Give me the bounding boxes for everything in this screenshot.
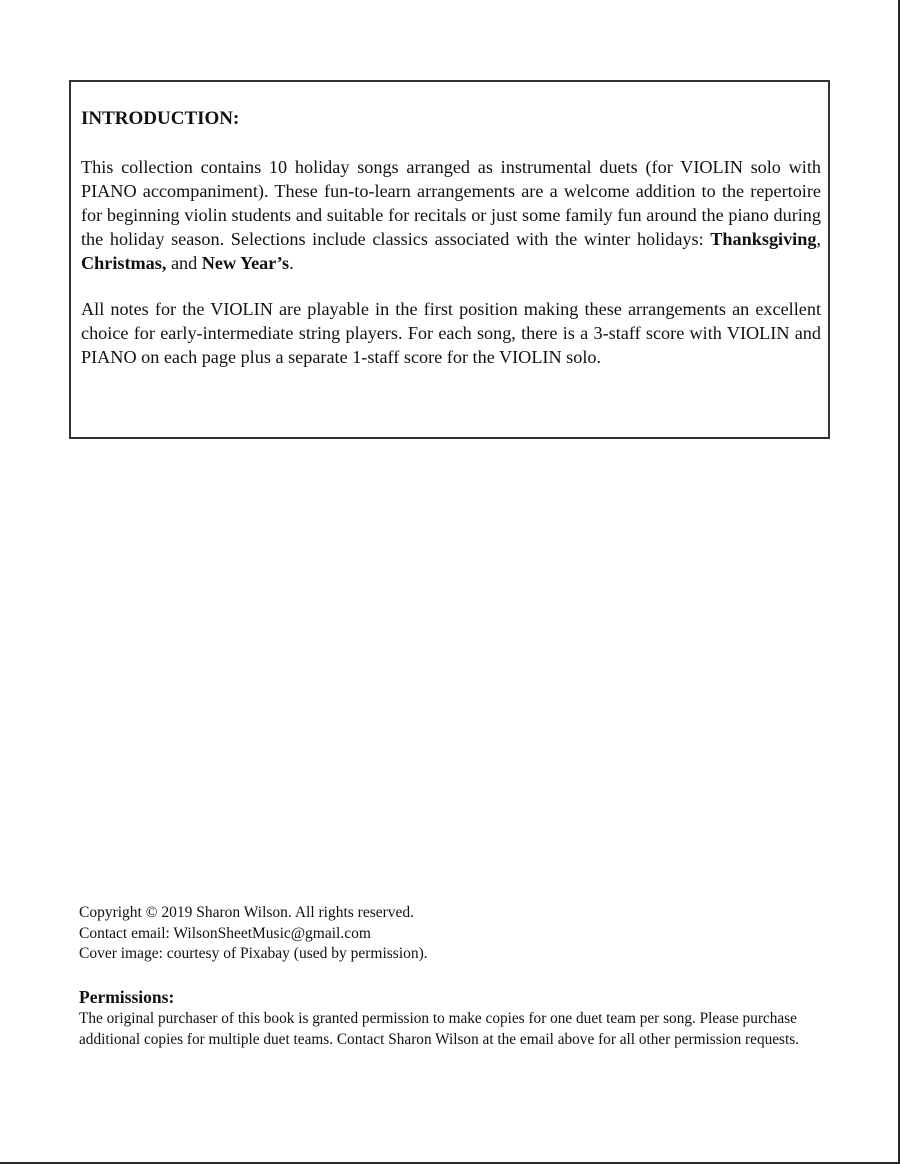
- introduction-paragraph-1-end: .: [289, 253, 294, 273]
- contact-email-line: Contact email: WilsonSheetMusic@gmail.com: [79, 924, 371, 942]
- introduction-paragraph-1: [81, 155, 821, 275]
- credits-block: [79, 903, 839, 965]
- introduction-paragraph-1-text: This collection contains 10 holiday songs arranged as instrumental duets (for VIOLIN solo with PIANO accompaniment). These fun-to-learn arrangements are a welcome addition to the repertoire for beginning violin students and suitable for recitals or just some family fun around the piano during the holiday season. Selections include classics associated with the winter holidays:: [81, 157, 821, 249]
- introduction-heading: INTRODUCTION:: [81, 108, 240, 129]
- holiday-separator-1: ,: [816, 229, 821, 249]
- introduction-box: [69, 80, 830, 439]
- permissions-heading: Permissions:: [79, 987, 175, 1007]
- holiday-new-years: New Year’s: [201, 253, 290, 273]
- holiday-thanksgiving: Thanksgiving: [710, 229, 817, 249]
- cover-image-credit-line: Cover image: courtesy of Pixabay (used by permission).: [79, 945, 428, 962]
- permissions-text: The original purchaser of this book is granted permission to make copies for one duet team per song. Please purchase additional copies for multiple duet teams. Contact Sharon Wilson at the email above for all other permission requests.: [79, 1010, 800, 1048]
- holiday-christmas: Christmas,: [81, 253, 167, 273]
- introduction-paragraph-2: All notes for the VIOLIN are playable in the first position making these arrangements an excellent choice for early-intermediate string players. For each song, there is a 3-staff score with VIOLIN and PIANO on each page plus a separate 1-staff score for the VIOLIN solo.: [81, 299, 821, 367]
- holiday-separator-2: and: [166, 253, 202, 273]
- copyright-line: Copyright © 2019 Sharon Wilson. All rights reserved.: [79, 904, 415, 921]
